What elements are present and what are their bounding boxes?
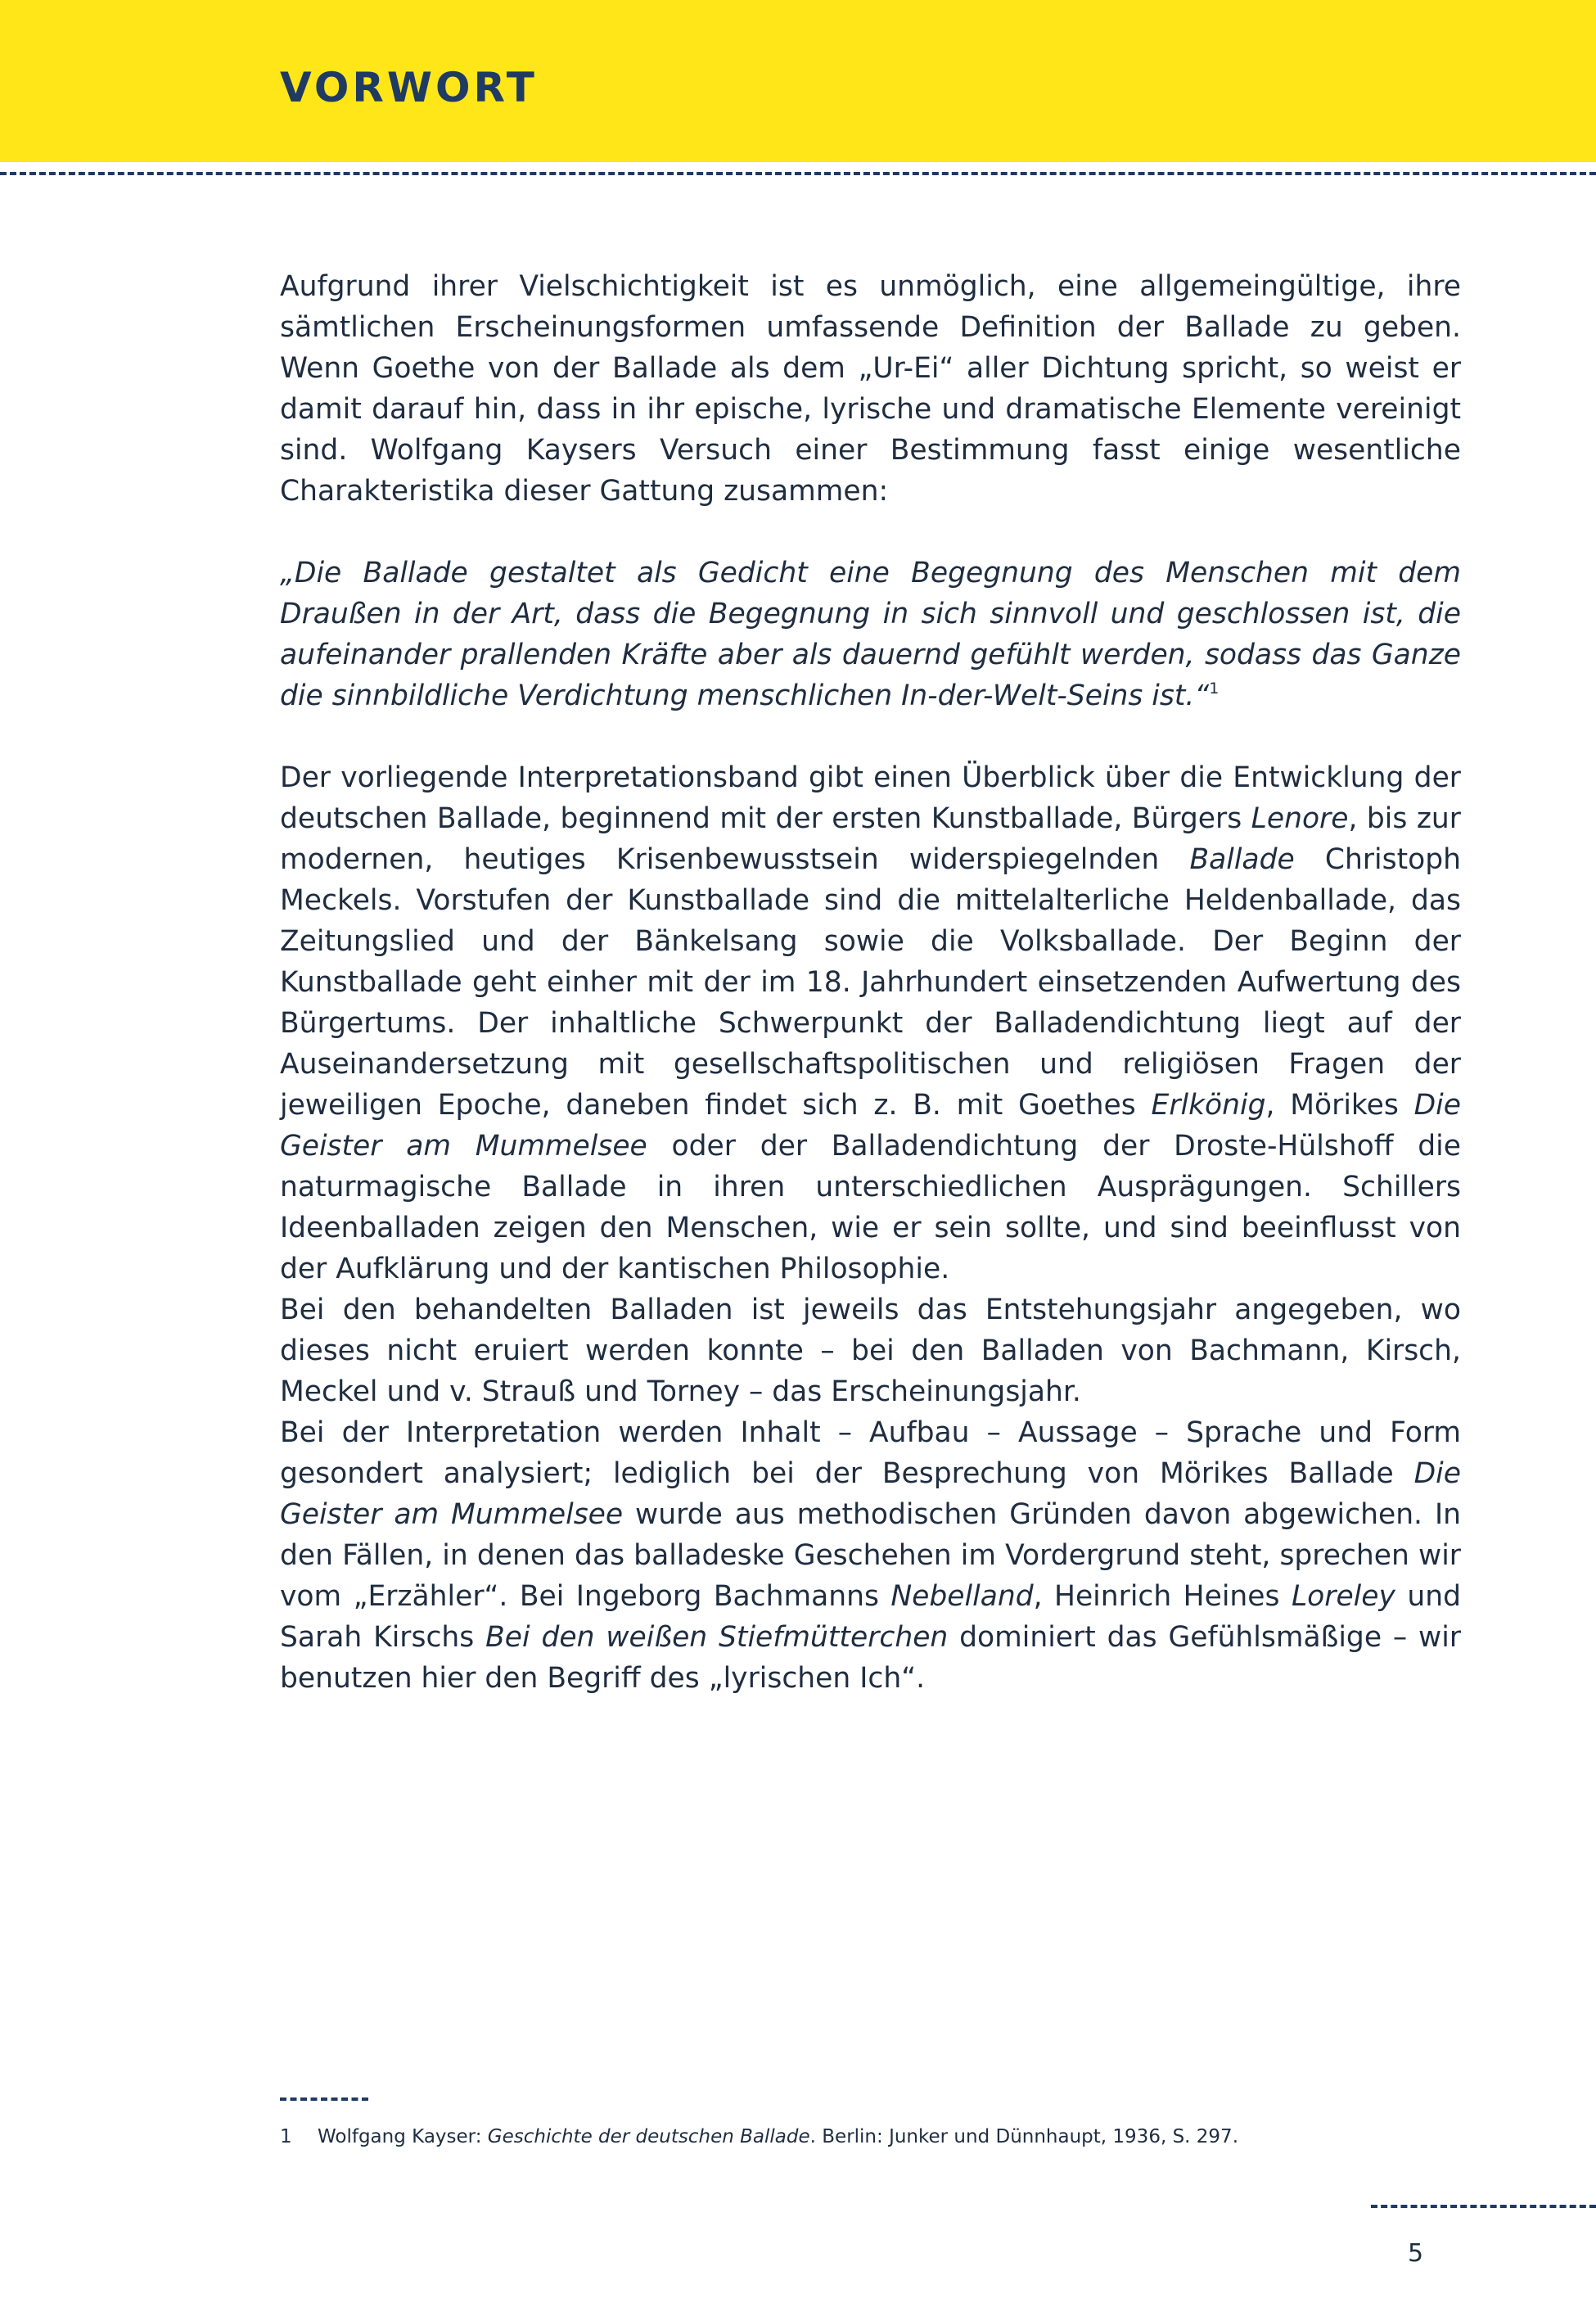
text-span: , bis zur modernen, heutiges Krisenbewusstsein widerspiegelnden [280, 802, 1461, 876]
work-title: Die Geister am Mummelsee [280, 1089, 1461, 1163]
quote-text: „Die Ballade gestaltet als Gedicht eine Begegnung des Menschen mit dem Draußen in der Art, dass die Begegnung in sich sinnvoll und geschlossen ist, die aufeinander prallenden Kräfte aber als dauernd gefühlt werden, sodass das Ganze die sinnbildliche Verdichtung menschlichen In-der-Welt-Seins ist.“ [280, 557, 1461, 712]
footnote-rest: . Berlin: Junker und Dünnhaupt, 1936, S. 297. [809, 2126, 1239, 2147]
text-span: wurde aus methodischen Gründen davon abgewichen. In den Fällen, in denen das balladeske Geschehen im Vordergrund steht, sprechen wir vom „Erzähler“. Bei Ingeborg Bachmanns [280, 1498, 1461, 1613]
page-number: 5 [1408, 2239, 1424, 2268]
work-title: Loreley [1291, 1580, 1395, 1613]
header-divider [0, 172, 1596, 175]
work-title: Lenore [1251, 802, 1349, 835]
text-span: Der vorliegende Interpretationsband gibt einen Überblick über die Entwicklung der deutschen Ballade, beginnend mit der ersten Kunstballade, Bürgers [280, 761, 1461, 835]
page-title: VORWORT [280, 64, 538, 111]
work-title: Erlkönig [1151, 1089, 1266, 1122]
page-number-divider [1371, 2205, 1596, 2208]
main-text [280, 266, 1461, 1699]
header-band [0, 0, 1596, 162]
text-span: , Mörikes [1265, 1089, 1414, 1122]
text-span: , Heinrich Heines [1033, 1580, 1292, 1613]
intro-paragraph: Aufgrund ihrer Vielschichtigkeit ist es unmöglich, eine allgemeingültige, ihre sämtlichen Erscheinungsformen umfassende Definition der Ballade zu geben. Wenn Goethe von der Ballade als dem „Ur-Ei“ aller Dichtung spricht, so weist er damit darauf hin, dass in ihr epische, lyrische und dramatische Elemente vereinigt sind. Wolfgang Kaysers Versuch einer Bestimmung fasst einige wesentliche Charakteristika dieser Gattung zusammen: [280, 270, 1461, 508]
work-title: Nebelland [890, 1580, 1034, 1613]
work-title: Ballade [1189, 843, 1295, 876]
footnote [280, 2125, 1461, 2149]
overview-paragraph [280, 757, 1461, 1289]
footnote-title: Geschichte der deutschen Ballade [487, 2126, 810, 2147]
text-span: Christoph Meckels. Vorstufen der Kunstballade sind die mittelalterliche Heldenballade, das Zeitungslied und der Bänkelsang sowie die Volksballade. Der Beginn der Kunstballade geht einher mit der im 18. Jahrhundert einsetzenden Aufwertung des Bürgertums. Der inhaltliche Schwerpunkt der Balladendichtung liegt auf der Auseinandersetzung mit gesellschaftspolitischen und religiösen Fragen der jeweiligen Epoche, daneben findet sich z. B. mit Goethes [280, 843, 1461, 1122]
method-paragraph [280, 1412, 1461, 1699]
footnote-reference[interactable]: 1 [1209, 680, 1220, 698]
text-span: oder der Balladendichtung der Droste-Hülshoff die naturmagische Ballade in ihren unterschiedlichen Ausprägungen. Schillers Ideenballaden zeigen den Menschen, wie er sein sollte, und sind beeinflusst von der Aufklärung und der kantischen Philosophie. [280, 1130, 1461, 1285]
dating-paragraph: Bei den behandelten Balladen ist jeweils das Entstehungsjahr angegeben, wo dieses nicht eruiert werden konnte – bei den Balladen von Bachmann, Kirsch, Meckel und v. Strauß und Torney – das Erscheinungsjahr. [280, 1294, 1461, 1408]
work-title: Bei den weißen Stiefmütterchen [485, 1621, 949, 1654]
text-span: Bei der Interpretation werden Inhalt – Aufbau – Aussage – Sprache und Form gesondert analysiert; lediglich bei der Besprechung von Mörikes Ballade [280, 1416, 1461, 1490]
footnote-author: Wolfgang Kayser: [318, 2126, 488, 2147]
work-title: Die Geister am Mummelsee [280, 1457, 1461, 1531]
text-span: dominiert das Gefühlsmäßige – wir benutzen hier den Begriff des „lyrischen Ich“. [280, 1621, 1461, 1695]
kayser-quote [280, 553, 1461, 716]
footnote-divider [280, 2097, 368, 2101]
text-span: und Sarah Kirschs [280, 1580, 1461, 1654]
footnote-number: 1 [280, 2126, 292, 2147]
